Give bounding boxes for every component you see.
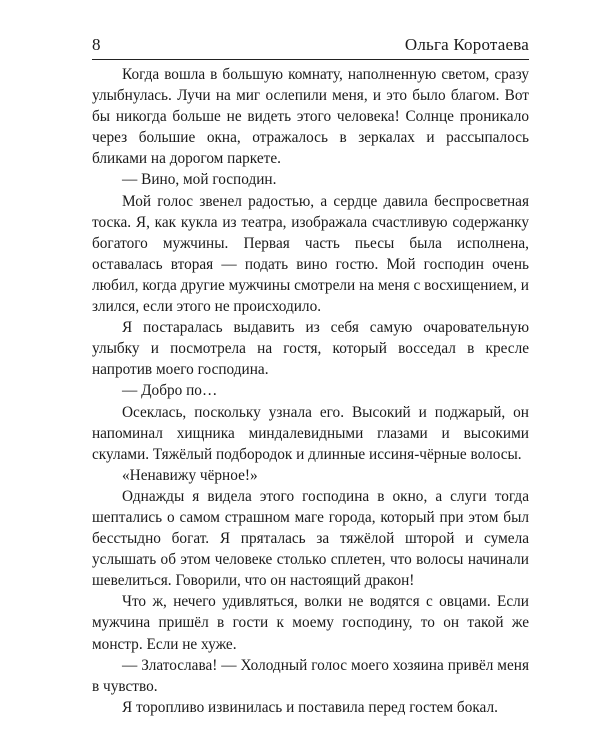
running-header xyxy=(92,34,529,56)
paragraph-8: Однажды я видела этого господина в окно, а слуги тогда шептались о самом страшном маге города, который при этом был бесстыдно богат. Я пряталась за тяжёлой шторой и сумела услышать об этом человеке столько сплетен, что волосы начинали шевелиться. Говорили, что он настоящий дракон! xyxy=(92,487,529,590)
paragraph-7-thought: «Ненавижу чёрное!» xyxy=(122,466,258,484)
paragraph-1: Когда вошла в большую комнату, наполненную светом, сразу улыбнулась. Лучи на миг ослепили меня, и это было благом. Вот бы никогда больше не видеть этого человека! Солнце проникало через большие окна, отражалось в зеркалах и рассыпалось бликами на дорогом паркете. xyxy=(92,66,529,168)
paragraph-4: Я постаралась выдавить из себя самую очаровательную улыбку и посмотрела на гостя, который восседал в кресле напротив моего господина. xyxy=(92,319,529,379)
body-text xyxy=(92,64,529,718)
paragraph-11: Я торопливо извинилась и поставила перед гостем бокал. xyxy=(122,698,498,716)
header-rule xyxy=(92,59,529,60)
paragraph-10-dialogue: — Златослава! — Холодный голос моего хозяина привёл меня в чувство. xyxy=(92,656,529,695)
paragraph-2-dialogue: — Вино, мой господин. xyxy=(122,171,277,189)
page-number: 8 xyxy=(92,35,101,54)
author-name: Ольга Коротаева xyxy=(404,35,529,54)
paragraph-3: Мой голос звенел радостью, а сердце давила беспросветная тоска. Я, как кукла из театра, изображала счастливую содержанку богатого мужчины. Первая часть пьесы была исполнена, оставалась вторая — подать вино гостю. Мой господин очень любил, когда другие мужчины смотрели на меня с восхищением, и злился, если этого не происходило. xyxy=(92,192,529,316)
paragraph-9: Что ж, нечего удивляться, волки не водятся с овцами. Если мужчина пришёл в гости к моему господину, то он такой же монстр. Если не хуже. xyxy=(92,593,529,653)
paragraph-5-dialogue: — Добро по… xyxy=(122,382,218,400)
paragraph-6: Осеклась, поскольку узнала его. Высокий и поджарый, он напоминал хищника миндалевидными глазами и высокими скулами. Тяжёлый подбородок и длинные иссиня-чёрные волосы. xyxy=(92,403,529,463)
